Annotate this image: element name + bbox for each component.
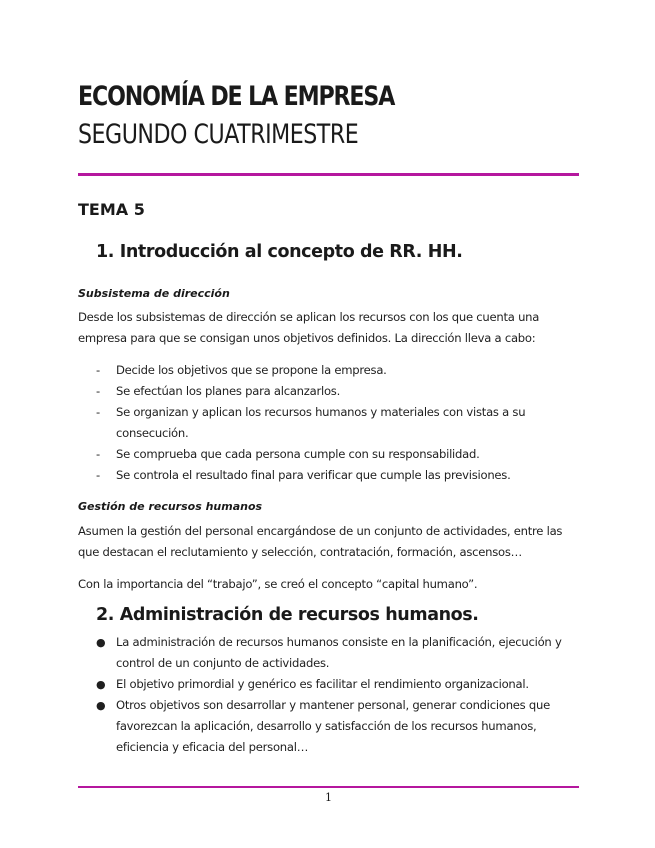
list-item (78, 402, 579, 444)
list-item (78, 360, 579, 381)
section2-heading: 2. Administración de recursos humanos. (96, 605, 479, 625)
dash-marker: - (96, 405, 100, 419)
page-number: 1 (325, 791, 332, 804)
list-item (78, 381, 579, 402)
list-item (78, 674, 579, 695)
list-item-text: Decide los objetivos que se propone la empresa. (116, 363, 387, 377)
document-subtitle: SEGUNDO CUATRIMESTRE (78, 119, 359, 150)
list-item-text: Otros objetivos son desarrollar y mantener personal, generar condiciones que favorezcan la aplicación, desarrollo y satisfacción de los recursos humanos, eficiencia y eficacia del personal… (116, 698, 550, 754)
direccion-task-list (78, 360, 579, 486)
list-item-text: Se comprueba que cada persona cumple con su responsabilidad. (116, 447, 480, 461)
paragraph-capital-humano: Con la importancia del “trabajo”, se creó el concepto “capital humano”. (78, 577, 478, 591)
tema-heading: TEMA 5 (78, 200, 145, 219)
list-item (78, 444, 579, 465)
administracion-bullet-list (78, 632, 579, 758)
dash-marker: - (96, 384, 100, 398)
list-item (78, 632, 579, 674)
paragraph-gestion-rrhh: Asumen la gestión del personal encargándose de un conjunto de actividades, entre las que destacan el reclutamiento y selección, contratación, formación, ascensos… (78, 524, 563, 559)
list-item-text: Se controla el resultado final para verificar que cumple las previsiones. (116, 468, 511, 482)
list-item-text: El objetivo primordial y genérico es facilitar el rendimiento organizacional. (116, 677, 529, 691)
section1-heading: 1. Introducción al concepto de RR. HH. (96, 242, 463, 262)
dash-marker: - (96, 363, 100, 377)
dash-marker: - (96, 468, 100, 482)
list-item-text: La administración de recursos humanos consiste en la planificación, ejecución y control de un conjunto de actividades. (116, 635, 562, 670)
list-item (78, 465, 579, 486)
list-item-text: Se organizan y aplican los recursos humanos y materiales con vistas a su consecución. (116, 405, 526, 440)
list-item (78, 695, 579, 758)
bullet-marker: ● (96, 636, 106, 649)
paragraph-direccion: Desde los subsistemas de dirección se aplican los recursos con los que cuenta una empresa para que se consigan unos objetivos definidos. La dirección lleva a cabo: (78, 310, 540, 345)
list-item-text: Se efectúan los planes para alcanzarlos. (116, 384, 341, 398)
footer-divider (78, 786, 579, 788)
bullet-marker: ● (96, 699, 106, 712)
document-title: ECONOMÍA DE LA EMPRESA (78, 81, 395, 112)
bullet-marker: ● (96, 678, 106, 691)
header-divider (78, 173, 579, 176)
subheading-direccion: Subsistema de dirección (78, 287, 230, 300)
dash-marker: - (96, 447, 100, 461)
subheading-gestion-rrhh: Gestión de recursos humanos (78, 500, 263, 513)
